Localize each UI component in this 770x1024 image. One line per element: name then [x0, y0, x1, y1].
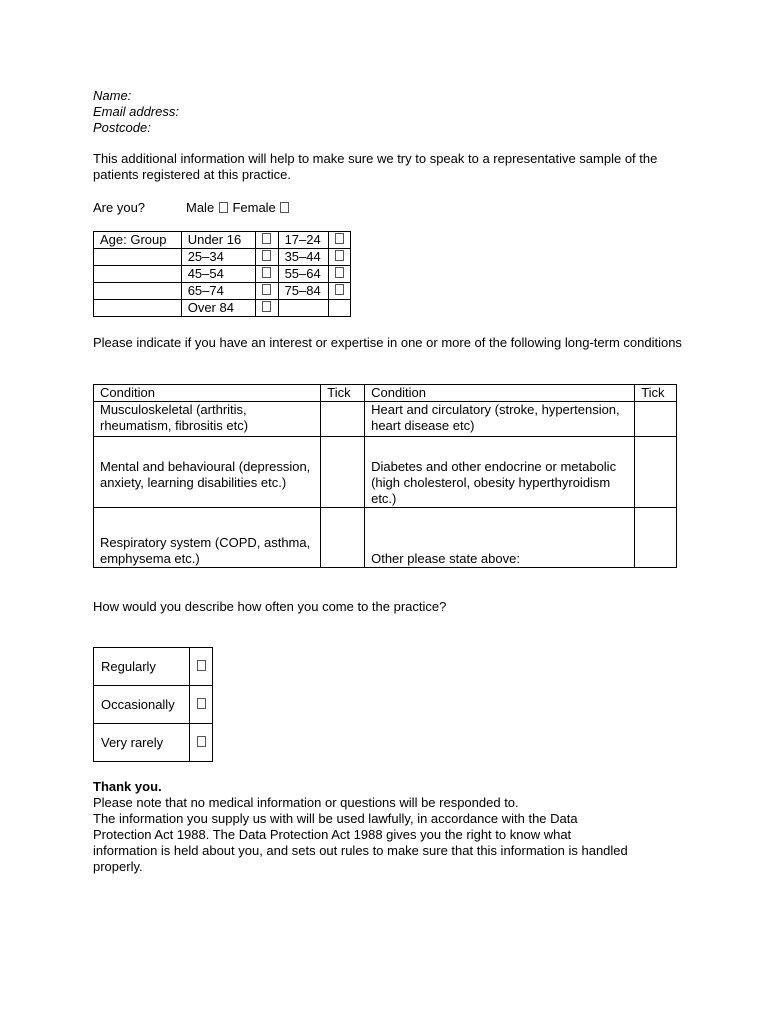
header-condition: Condition [365, 385, 635, 402]
table-row [94, 300, 351, 317]
age-option-label: 65–74 [181, 283, 255, 300]
female-checkbox[interactable] [280, 202, 289, 213]
tick-cell[interactable] [321, 402, 365, 437]
frequency-option-label: Regularly [94, 648, 190, 686]
age-option-label: 35–44 [278, 249, 328, 266]
table-row [94, 724, 213, 762]
conditions-prompt: Please indicate if you have an interest or expertise in one or more of the following long-term conditions [93, 335, 682, 350]
tick-cell[interactable] [635, 437, 677, 508]
table-row [94, 232, 351, 249]
empty-cell [94, 249, 182, 266]
age-checkbox[interactable] [256, 249, 278, 266]
male-label: Male [186, 200, 215, 215]
table-row [94, 385, 677, 402]
header-tick: Tick [321, 385, 365, 402]
condition-label: Musculoskeletal (arthritis, rheumatism, fibrositis etc) [94, 402, 321, 437]
intro-text: This additional information will help to make sure we try to speak to a representative sample of the patients registered at this practice. [93, 151, 658, 182]
age-checkbox[interactable] [256, 232, 278, 249]
header-tick: Tick [635, 385, 677, 402]
conditions-table [93, 384, 677, 568]
table-row [94, 686, 213, 724]
empty-cell [94, 283, 182, 300]
condition-label: Mental and behavioural (depression, anxiety, learning disabilities etc.) [94, 437, 321, 508]
age-option-label: 17–24 [278, 232, 328, 249]
frequency-option-label: Occasionally [94, 686, 190, 724]
age-checkbox[interactable] [256, 283, 278, 300]
empty-cell [94, 300, 182, 317]
condition-label: Diabetes and other endocrine or metabolic (high cholesterol, obesity hyperthyroidism etc.) [365, 437, 635, 508]
frequency-table [93, 647, 213, 762]
frequency-option-label: Very rarely [94, 724, 190, 762]
frequency-checkbox[interactable] [190, 648, 213, 686]
tick-cell[interactable] [321, 508, 365, 568]
table-row [94, 249, 351, 266]
table-row [94, 283, 351, 300]
age-checkbox[interactable] [256, 266, 278, 283]
contact-block [93, 88, 393, 136]
condition-label: Heart and circulatory (stroke, hypertension, heart disease etc) [365, 402, 635, 437]
tick-cell[interactable] [635, 508, 677, 568]
age-option-label: 45–54 [181, 266, 255, 283]
tick-cell[interactable] [321, 437, 365, 508]
privacy-note: The information you supply us with will be used lawfully, in accordance with the Data Protection Act 1988. The Data Protection Act 1988 gives you the right to know what information is held about you, and sets out rules to make sure that this information is handled properly. [93, 811, 628, 874]
age-option-label: Under 16 [181, 232, 255, 249]
header-condition: Condition [94, 385, 321, 402]
age-group-table [93, 231, 351, 317]
table-row [94, 508, 677, 568]
age-checkbox[interactable] [328, 249, 350, 266]
table-row [94, 648, 213, 686]
age-option-label: 25–34 [181, 249, 255, 266]
frequency-question: How would you describe how often you come to the practice? [93, 599, 447, 614]
empty-cell [278, 300, 328, 317]
female-label: Female [232, 200, 276, 215]
age-checkbox[interactable] [328, 232, 350, 249]
table-row [94, 266, 351, 283]
age-group-label: Age: Group [94, 232, 182, 249]
condition-label: Other please state above: [365, 508, 635, 568]
frequency-checkbox[interactable] [190, 686, 213, 724]
gender-question [93, 200, 493, 216]
age-checkbox[interactable] [328, 266, 350, 283]
medical-note: Please note that no medical information or questions will be responded to. [93, 795, 519, 810]
frequency-checkbox[interactable] [190, 724, 213, 762]
closing-block [93, 779, 633, 875]
thank-you: Thank you. [93, 779, 162, 794]
table-row [94, 437, 677, 508]
table-row [94, 402, 677, 437]
postcode-label: Postcode: [93, 120, 151, 135]
gender-question-label: Are you? [93, 200, 146, 215]
email-label: Email address: [93, 104, 179, 119]
empty-cell [94, 266, 182, 283]
age-option-label: 55–64 [278, 266, 328, 283]
age-option-label: Over 84 [181, 300, 255, 317]
age-checkbox[interactable] [328, 283, 350, 300]
male-checkbox[interactable] [219, 202, 228, 213]
condition-label: Respiratory system (COPD, asthma, emphysema etc.) [94, 508, 321, 568]
empty-cell [328, 300, 350, 317]
tick-cell[interactable] [635, 402, 677, 437]
age-option-label: 75–84 [278, 283, 328, 300]
name-label: Name: [93, 88, 132, 103]
age-checkbox[interactable] [256, 300, 278, 317]
